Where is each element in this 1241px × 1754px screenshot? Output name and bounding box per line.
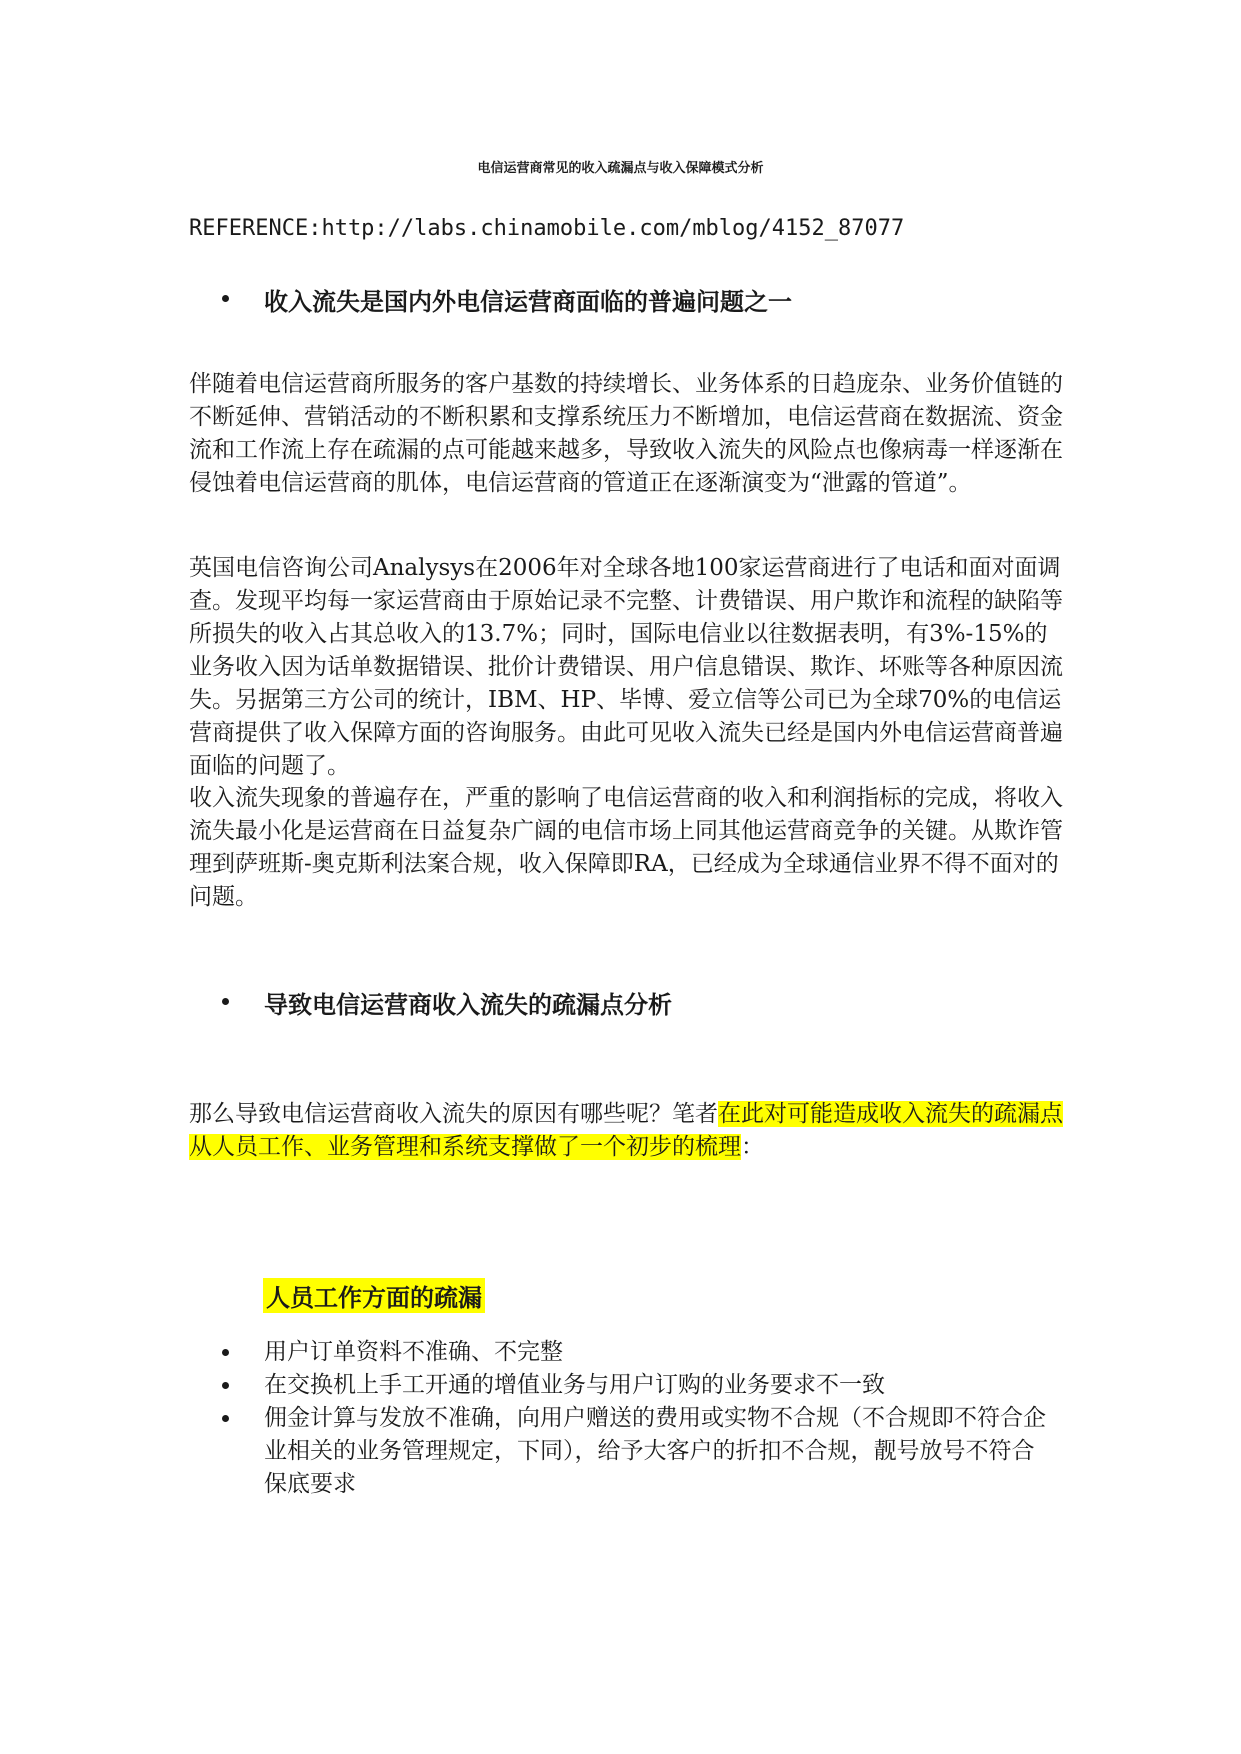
list-item: [222, 1402, 1052, 1501]
paragraph-text: [189, 1098, 1069, 1164]
list-item-text: 在交换机上手工开通的增值业务与用户订购的业务要求不一致: [264, 1372, 885, 1398]
bullet-icon: [222, 998, 229, 1005]
page-header: 电信运营商常见的收入疏漏点与收入保障模式分析: [477, 161, 764, 176]
paragraph-4: [189, 1098, 1069, 1164]
list-item: [222, 1369, 1052, 1402]
paragraph-2: [189, 552, 1069, 783]
paragraph-3: [189, 782, 1069, 914]
bullet-icon: [222, 1415, 229, 1422]
paragraph-tail-text: ：: [741, 1134, 764, 1160]
paragraph-text: 英国电信咨询公司Analysys在2006年对全球各地100家运营商进行了电话和面对面调查。发现平均每一家运营商由于原始记录不完整、计费错误、用户欺诈和流程的缺陷等所损失的收入占其总收入的13.7%；同时，国际电信业以往数据表明，有3%-15%的业务收入因为话单数据错误、批价计费错误、用户信息错误、欺诈、坏账等各种原因流失。另据第三方公司的统计，IBM、HP、毕博、爱立信等公司已为全球70%的电信运营商提供了收入保障方面的咨询服务。由此可见收入流失已经是国内外电信运营商普遍面临的问题了。: [189, 555, 1063, 779]
section-heading-text: 导致电信运营商收入流失的疏漏点分析: [264, 991, 672, 1019]
paragraph-text: 伴随着电信运营商所服务的客户基数的持续增长、业务体系的日趋庞杂、业务价值链的不断延伸、营销活动的不断积累和支撑系统压力不断增加，电信运营商在数据流、资金流和工作流上存在疏漏的点可能越来越多，导致收入流失的风险点也像病毒一样逐渐在侵蚀着电信运营商的肌体，电信运营商的管道正在逐渐演变为“泄露的管道”。: [189, 371, 1063, 496]
bullet-list: [222, 1336, 1052, 1501]
list-item: [222, 1336, 1052, 1369]
bullet-icon: [222, 1349, 229, 1356]
bullet-icon: [222, 1382, 229, 1389]
highlighted-text: 在此对可能造成收入流失的疏漏点从人员工作、业务管理和系统支撑做了一个初步的梳理: [189, 1101, 1063, 1160]
reference-line: REFERENCE:http://labs.chinamobile.com/mblog/4152_87077: [189, 216, 905, 241]
paragraph-1: [189, 368, 1069, 500]
paragraph-plain-text: 那么导致电信运营商收入流失的原因有哪些呢？笔者: [189, 1101, 718, 1127]
list-item-text: 用户订单资料不准确、不完整: [264, 1339, 563, 1365]
subsection-heading: 人员工作方面的疏漏: [263, 1278, 485, 1313]
paragraph-text: 收入流失现象的普遍存在，严重的影响了电信运营商的收入和利润指标的完成，将收入流失最小化是运营商在日益复杂广阔的电信市场上同其他运营商竞争的关键。从欺诈管理到萨班斯-奥克斯利法案合规，收入保障即RA，已经成为全球通信业界不得不面对的问题。: [189, 785, 1063, 910]
bullet-icon: [222, 295, 229, 302]
list-item-text: 佣金计算与发放不准确，向用户赠送的费用或实物不合规（不合规即不符合企业相关的业务管理规定，下同），给予大客户的折扣不合规，靓号放号不符合保底要求: [264, 1405, 1046, 1497]
section-heading-text: 收入流失是国内外电信运营商面临的普遍问题之一: [264, 288, 792, 316]
